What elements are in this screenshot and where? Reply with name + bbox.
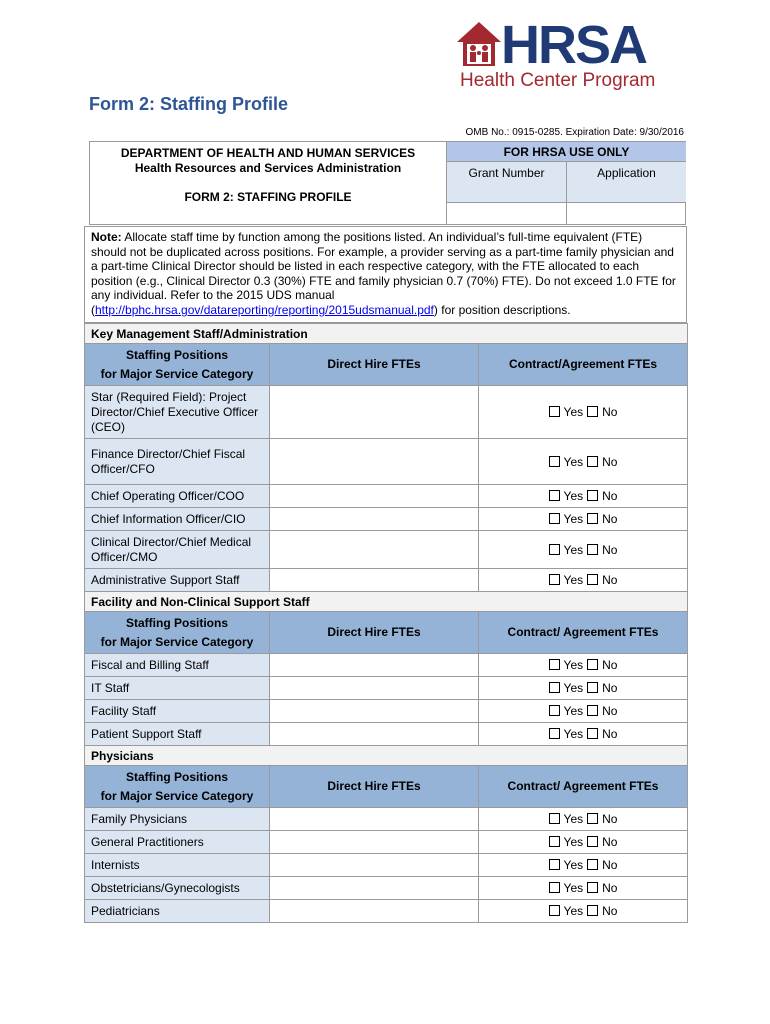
col-staffing-positions: Staffing Positions for Major Service Category — [85, 612, 270, 654]
section-title: Key Management Staff/Administration — [85, 324, 688, 344]
direct-hire-fte-input[interactable] — [270, 808, 479, 831]
yes-checkbox[interactable] — [549, 406, 560, 417]
no-label: No — [602, 512, 618, 526]
direct-hire-fte-input[interactable] — [270, 485, 479, 508]
no-label: No — [602, 858, 618, 872]
contract-yes-no — [479, 700, 688, 723]
no-label: No — [602, 454, 618, 469]
contract-yes-no — [479, 854, 688, 877]
position-name: IT Staff — [85, 677, 270, 700]
yes-label: Yes — [563, 542, 584, 557]
no-label: No — [602, 658, 618, 672]
note-box: Note: Allocate staff time by function among the positions listed. An individual’s full-time equivalent (FTE) should not be duplicated across positions. For example, a provider serving as a part-time family physician and a part-time Clinical Director should be listed in each respective category, with the FTE allocated to each position (e.g., Clinical Director 0.3 (30%) FTE and family physician 0.7 (70%) FTE). Do not exceed 1.0 FTE for any individual. Refer to the 2015 UDS manual (http://bphc.hrsa.gov/datareporting/reporting/2015udsmanual.pdf) for position descriptions. — [84, 226, 687, 323]
contract-yes-no — [479, 877, 688, 900]
table-row — [85, 654, 688, 677]
col-contract: Contract/ Agreement FTEs — [479, 766, 688, 808]
no-checkbox[interactable] — [587, 682, 598, 693]
col-staffing-positions: Staffing Positions for Major Service Category — [85, 344, 270, 386]
yes-checkbox[interactable] — [549, 882, 560, 893]
no-label: No — [602, 835, 618, 849]
position-name: Clinical Director/Chief Medical Officer/CMO — [85, 531, 270, 569]
no-label: No — [602, 681, 618, 695]
hrsa-use-title: FOR HRSA USE ONLY — [446, 142, 686, 162]
yes-checkbox[interactable] — [549, 905, 560, 916]
logo-text: HRSA — [501, 15, 647, 75]
yes-label: Yes — [563, 405, 584, 419]
yes-checkbox[interactable] — [549, 682, 560, 693]
no-label: No — [602, 489, 618, 503]
contract-yes-no — [479, 508, 688, 531]
direct-hire-fte-input[interactable] — [270, 654, 479, 677]
table-row — [85, 386, 688, 439]
position-name: Chief Information Officer/CIO — [85, 508, 270, 531]
section-title: Physicians — [85, 746, 688, 766]
col-direct-hire: Direct Hire FTEs — [270, 766, 479, 808]
contract-yes-no — [479, 900, 688, 923]
house-family-icon — [455, 20, 503, 68]
logo-subtitle: Health Center Program — [460, 70, 656, 91]
no-label: No — [602, 727, 618, 741]
table-row — [85, 723, 688, 746]
no-checkbox[interactable] — [587, 905, 598, 916]
col-direct-hire: Direct Hire FTEs — [270, 612, 479, 654]
no-checkbox[interactable] — [587, 513, 598, 524]
yes-label: Yes — [563, 858, 584, 872]
form-header — [89, 141, 686, 225]
contract-yes-no — [479, 485, 688, 508]
table-row — [85, 877, 688, 900]
col-contract: Contract/Agreement FTEs — [479, 344, 688, 386]
no-label: No — [602, 542, 618, 557]
contract-yes-no — [479, 386, 688, 439]
no-checkbox[interactable] — [587, 406, 598, 417]
position-name: Patient Support Staff — [85, 723, 270, 746]
position-name: Chief Operating Officer/COO — [85, 485, 270, 508]
table-row — [85, 900, 688, 923]
yes-label: Yes — [563, 573, 584, 587]
table-row — [85, 439, 688, 485]
no-checkbox[interactable] — [587, 728, 598, 739]
agency-name: Health Resources and Services Administration — [134, 161, 402, 175]
position-name: Internists — [85, 854, 270, 877]
yes-checkbox[interactable] — [549, 836, 560, 847]
no-checkbox[interactable] — [587, 490, 598, 501]
yes-checkbox[interactable] — [549, 813, 560, 824]
uds-manual-link[interactable]: http://bphc.hrsa.gov/datareporting/reporting/2015udsmanual.pdf — [95, 302, 434, 317]
no-checkbox[interactable] — [587, 836, 598, 847]
page-title: Form 2: Staffing Profile — [89, 94, 289, 114]
table-row — [85, 531, 688, 569]
direct-hire-fte-input[interactable] — [270, 508, 479, 531]
yes-checkbox[interactable] — [549, 728, 560, 739]
col-direct-hire: Direct Hire FTEs — [270, 344, 479, 386]
note-label: Note: — [91, 230, 122, 244]
direct-hire-fte-input[interactable] — [270, 569, 479, 592]
position-name: Obstetricians/Gynecologists — [85, 877, 270, 900]
direct-hire-fte-input[interactable] — [270, 531, 479, 569]
no-label: No — [602, 405, 618, 419]
contract-yes-no — [479, 569, 688, 592]
table-row — [85, 808, 688, 831]
position-name: Pediatricians — [85, 900, 270, 923]
yes-checkbox[interactable] — [549, 544, 560, 555]
contract-yes-no — [479, 677, 688, 700]
no-checkbox[interactable] — [587, 859, 598, 870]
direct-hire-fte-input[interactable] — [270, 677, 479, 700]
yes-checkbox[interactable] — [549, 659, 560, 670]
application-label: Application — [566, 162, 686, 202]
yes-checkbox[interactable] — [549, 574, 560, 585]
hrsa-use-block — [446, 142, 686, 224]
col-staffing-positions: Staffing Positions for Major Service Category — [85, 766, 270, 808]
position-name: General Practitioners — [85, 831, 270, 854]
yes-checkbox[interactable] — [549, 513, 560, 524]
position-name: Fiscal and Billing Staff — [85, 654, 270, 677]
omb-info: OMB No.: 0915-0285. Expiration Date: 9/30/2016 — [465, 127, 684, 138]
direct-hire-fte-input[interactable] — [270, 877, 479, 900]
yes-checkbox[interactable] — [549, 859, 560, 870]
contract-yes-no — [479, 808, 688, 831]
no-label: No — [602, 881, 618, 895]
yes-label: Yes — [563, 658, 584, 672]
yes-label: Yes — [563, 727, 584, 741]
yes-label: Yes — [563, 812, 584, 826]
direct-hire-fte-input[interactable] — [270, 723, 479, 746]
no-label: No — [602, 573, 618, 587]
contract-yes-no — [479, 723, 688, 746]
yes-label: Yes — [563, 454, 584, 469]
yes-label: Yes — [563, 881, 584, 895]
no-label: No — [602, 904, 618, 918]
yes-checkbox[interactable] — [549, 490, 560, 501]
yes-label: Yes — [563, 835, 584, 849]
direct-hire-fte-input[interactable] — [270, 700, 479, 723]
position-name: Facility Staff — [85, 700, 270, 723]
direct-hire-fte-input[interactable] — [270, 854, 479, 877]
section-header — [85, 746, 688, 766]
no-label: No — [602, 812, 618, 826]
no-checkbox[interactable] — [587, 456, 598, 467]
application-field[interactable] — [566, 203, 686, 224]
direct-hire-fte-input[interactable] — [270, 831, 479, 854]
contract-yes-no — [479, 531, 688, 569]
department-name: DEPARTMENT OF HEALTH AND HUMAN SERVICES — [120, 146, 416, 160]
grant-number-field[interactable] — [447, 203, 566, 224]
direct-hire-fte-input[interactable] — [270, 900, 479, 923]
contract-yes-no — [479, 439, 688, 485]
note-text: Allocate staff time by function among the positions listed. An individual’s full-time equivalent (FTE) should not be duplicated across positions. For example, a provider serving as a part-time family physician and a part-time Clinical Director should be listed in each respective category, with the FTE allocated to each position (e.g., Clinical Director 0.3 (30%) FTE and family physician 0.7 (70%) FTE). Do not exceed 1.0 FTE for any individual. Refer to the 2015 UDS manual — [91, 230, 676, 303]
no-checkbox[interactable] — [587, 544, 598, 555]
direct-hire-fte-input[interactable] — [270, 439, 479, 485]
form-name: FORM 2: STAFFING PROFILE — [184, 190, 352, 204]
yes-label: Yes — [563, 904, 584, 918]
table-row — [85, 485, 688, 508]
column-header-row — [85, 612, 688, 654]
position-name: Family Physicians — [85, 808, 270, 831]
agency-block — [90, 142, 446, 224]
grant-number-label: Grant Number — [468, 166, 545, 180]
col-contract: Contract/ Agreement FTEs — [479, 612, 688, 654]
table-row — [85, 854, 688, 877]
yes-label: Yes — [563, 489, 584, 503]
table-row — [85, 569, 688, 592]
no-checkbox[interactable] — [587, 882, 598, 893]
hrsa-logo — [455, 12, 690, 92]
no-label: No — [602, 704, 618, 718]
direct-hire-fte-input[interactable] — [270, 386, 479, 439]
column-header-row — [85, 344, 688, 386]
contract-yes-no — [479, 831, 688, 854]
no-checkbox[interactable] — [587, 705, 598, 716]
yes-label: Yes — [563, 512, 584, 526]
yes-label: Yes — [563, 681, 584, 695]
yes-label: Yes — [563, 704, 584, 718]
position-name: Star (Required Field): Project Director/Chief Executive Officer (CEO) — [85, 386, 270, 439]
table-row — [85, 700, 688, 723]
no-checkbox[interactable] — [587, 659, 598, 670]
table-row — [85, 508, 688, 531]
no-checkbox[interactable] — [587, 574, 598, 585]
section-title: Facility and Non-Clinical Support Staff — [85, 592, 688, 612]
position-name: Administrative Support Staff — [85, 569, 270, 592]
column-header-row — [85, 766, 688, 808]
no-checkbox[interactable] — [587, 813, 598, 824]
section-header — [85, 324, 688, 344]
table-row — [85, 831, 688, 854]
position-name: Finance Director/Chief Fiscal Officer/CFO — [85, 439, 270, 485]
contract-yes-no — [479, 654, 688, 677]
table-row — [85, 677, 688, 700]
yes-checkbox[interactable] — [549, 705, 560, 716]
section-header — [85, 592, 688, 612]
yes-checkbox[interactable] — [549, 456, 560, 467]
staffing-table — [84, 323, 688, 923]
